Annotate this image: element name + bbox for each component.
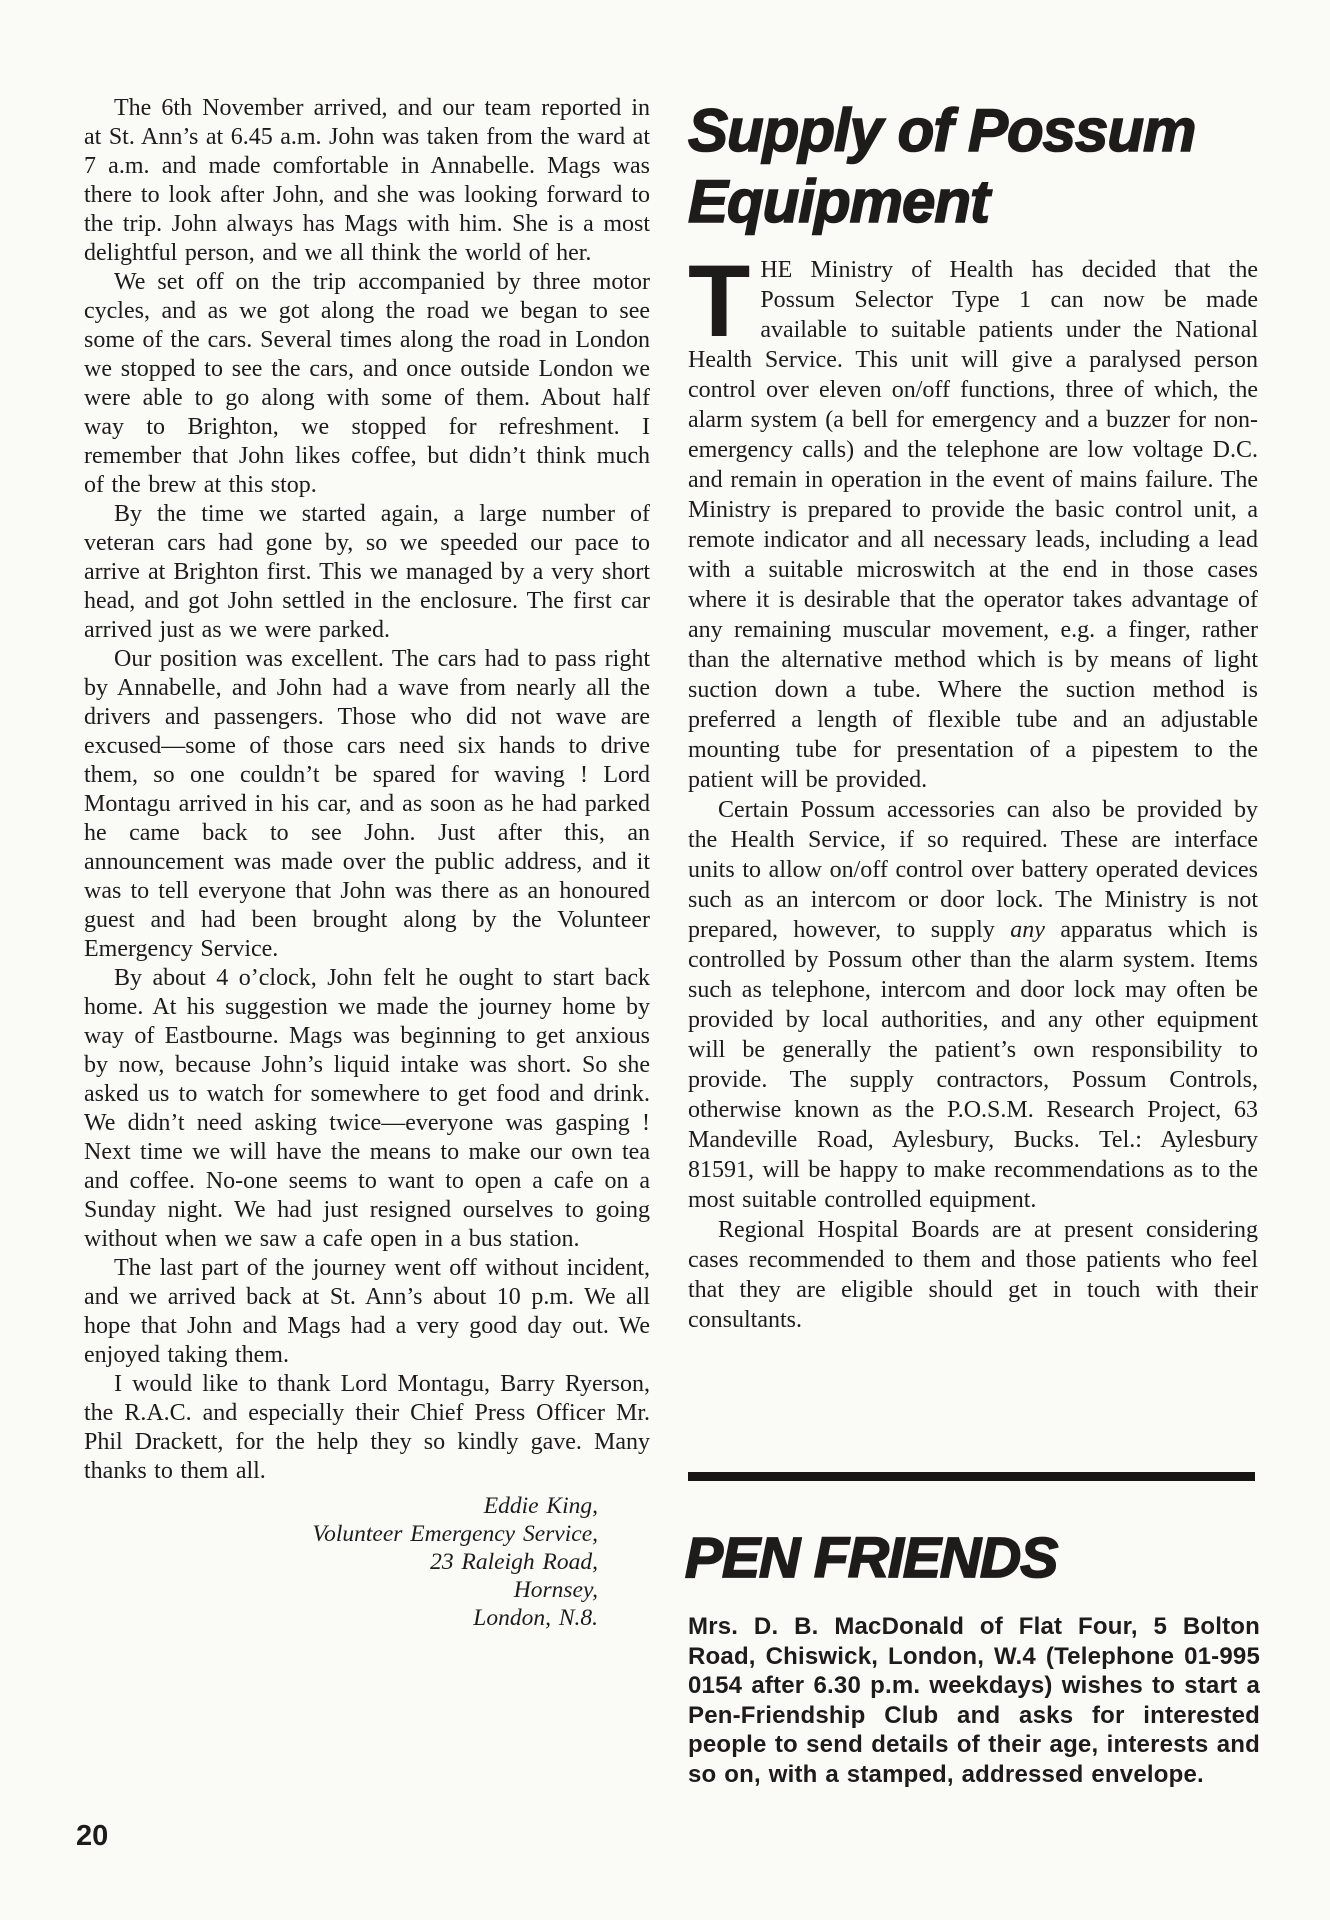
left-column — [84, 94, 650, 1632]
drop-cap-letter: T — [688, 244, 749, 358]
paragraph: Hornsey, — [513, 1577, 598, 1603]
paragraph: We set off on the trip accompanied by three motor cycles, and as we got along the road we began to see some of the cars. Several times along the road in London we stopped to see the cars, and once outside London we were able to go along with some of them. About half way to Brighton, we stopped for refreshment. I remember that John likes coffee, but didn’t think much of the brew at this stop. — [84, 269, 650, 498]
page-number: 20 — [76, 1820, 109, 1852]
possum-article-title: Supply of Possum Equipment — [688, 97, 1196, 235]
paragraph: 23 Raleigh Road, — [430, 1549, 598, 1575]
paragraph: Certain Possum accessories can also be provided by the Health Service, if so required. These are interface units to allow on/off control over battery operated devices such as an intercom or door lock. The Ministry is not prepared, however, to supply any apparatus which is controlled by Possum other than the alarm system. Items such as telephone, intercom and door lock may often be provided by local authorities, and any other equipment will be generally the patient’s own responsibility to provide. The supply contractors, Possum Controls, otherwise known as the P.O.S.M. Research Project, 63 Mandeville Road, Aylesbury, Bucks. Tel.: Aylesbury 81591, will be happy to make recommendations as to the most suitable controlled equipment. — [688, 797, 1258, 1213]
pen-friends-text: Mrs. D. B. MacDonald of Flat Four, 5 Bolton Road, Chiswick, London, W.4 (Telephone 01-995 0154 after 6.30 p.m. weekdays) wishes to start a Pen-Friendship Club and asks for interested people to send details of their age, interests and so on, with a stamped, addressed envelope. — [688, 1613, 1260, 1788]
section-divider-rule — [688, 1472, 1255, 1481]
paragraph: Regional Hospital Boards are at present considering cases recommended to them and those patients who feel that they are eligible should get in touch with their consultants. — [688, 1217, 1258, 1333]
paragraph: Our position was excellent. The cars had to pass right by Annabelle, and John had a wave from nearly all the drivers and passengers. Those who did not wave are excused—some of those cars need six hands to drive them, so one couldn’t be spared for waving ! Lord Montagu arrived in his car, and as soon as he had parked he came back to see John. Just after this, an announcement was made over the public address, and it was to tell everyone that John was there as an honoured guest and had been brought along by the Volunteer Emergency Service. — [84, 646, 650, 962]
possum-article-body — [688, 244, 1258, 1335]
paragraph: By the time we started again, a large number of veteran cars had gone by, so we speeded our pace to arrive at Brighton first. This we managed by a very short head, and got John settled in the enclosure. The first car arrived just as we were parked. — [84, 501, 650, 643]
paragraph: Eddie King, — [483, 1493, 598, 1519]
article-signature — [84, 1492, 650, 1632]
trip-article-body — [84, 94, 650, 1486]
paragraph: I would like to thank Lord Montagu, Barry Ryerson, the R.A.C. and especially their Chief Press Officer Mr. Phil Drackett, for the help they so kindly gave. Many thanks to them all. — [84, 1371, 650, 1484]
paragraph: By about 4 o’clock, John felt he ought to start back home. At his suggestion we made the journey home by way of Eastbourne. Mags was beginning to get anxious by now, because John’s liquid intake was short. So she asked us to watch for somewhere to get food and drink. We didn’t need asking twice—everyone was gasping ! Next time we will have the means to make our own tea and coffee. No-one seems to want to open a cafe on a Sunday night. We had just resigned ourselves to going without when we saw a cafe open in a bus station. — [84, 965, 650, 1252]
paragraph: The 6th November arrived, and our team reported in at St. Ann’s at 6.45 a.m. John was taken from the ward at 7 a.m. and made comfortable in Annabelle. Mags was there to look after John, and she was looking forward to the trip. John always has Mags with him. She is a most delightful person, and we all think the world of her. — [84, 95, 650, 266]
paragraph: Volunteer Emergency Service, — [312, 1521, 598, 1547]
pen-friends-body — [688, 1612, 1260, 1789]
paragraph: The last part of the journey went off without incident, and we arrived back at St. Ann’s about 10 p.m. We all hope that John and Mags had a very good day out. We enjoyed taking them. — [84, 1255, 650, 1368]
paragraph: London, N.8. — [473, 1605, 598, 1631]
right-column — [688, 95, 1258, 1335]
possum-first-paragraph-text: HE Ministry of Health has decided that the Possum Selector Type 1 can now be made available to suitable patients under the National Health Service. This unit will give a paralysed person control over eleven on/off functions, three of which, the alarm system (a bell for emergency and a buzzer for non-emergency calls) and the telephone are low voltage D.C. and remain in operation in the event of mains failure. The Ministry is prepared to provide the basic control unit, a remote indicator and all necessary leads, including a lead with a suitable microswitch at the end in those cases where it is desirable that the operator takes advantage of any remaining muscular movement, e.g. a finger, rather than the alternative method which is by means of light suction down a tube. Where the suction method is preferred a length of flexible tube and an adjustable mounting tube for presentation of a pipestem to the patient will be provided. — [688, 257, 1258, 793]
possum-remaining-paragraphs — [688, 795, 1258, 1335]
possum-first-paragraph — [688, 244, 1258, 795]
pen-friends-title: PEN FRIENDS — [685, 1526, 1058, 1590]
